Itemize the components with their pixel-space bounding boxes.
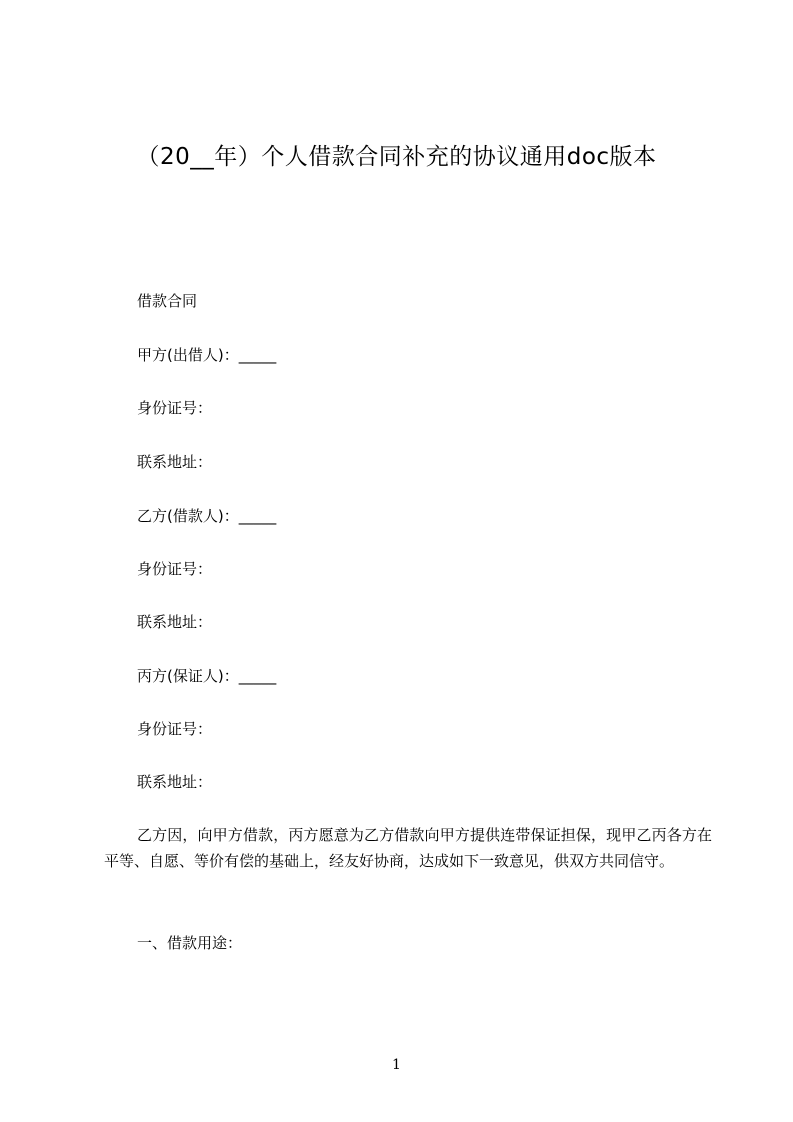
party-a-id-number: 身份证号： xyxy=(137,399,213,417)
party-c-address: 联系地址： xyxy=(137,773,213,791)
document-title: （20__年）个人借款合同补充的协议通用doc版本 xyxy=(136,144,657,170)
agreement-preamble: 乙方因，向甲方借款，丙方愿意为乙方借款向甲方提供连带保证担保，现甲乙丙各方在平等、自愿、等价有偿的基础上，经友好协商，达成如下一致意见，供双方共同信守。 xyxy=(104,826,712,870)
party-b-borrower: 乙方(借款人)：_____ xyxy=(137,507,277,525)
page-number: 1 xyxy=(392,1057,401,1073)
contract-heading: 借款合同 xyxy=(137,292,198,310)
party-a-address: 联系地址： xyxy=(137,453,213,471)
party-c-id-number: 身份证号： xyxy=(137,720,213,738)
party-b-address: 联系地址： xyxy=(137,613,213,631)
party-c-guarantor: 丙方(保证人)：_____ xyxy=(137,667,277,685)
party-b-id-number: 身份证号： xyxy=(137,560,213,578)
party-a-lender: 甲方(出借人)：_____ xyxy=(137,346,277,364)
section-heading-loan-purpose: 一、借款用途： xyxy=(137,934,243,952)
